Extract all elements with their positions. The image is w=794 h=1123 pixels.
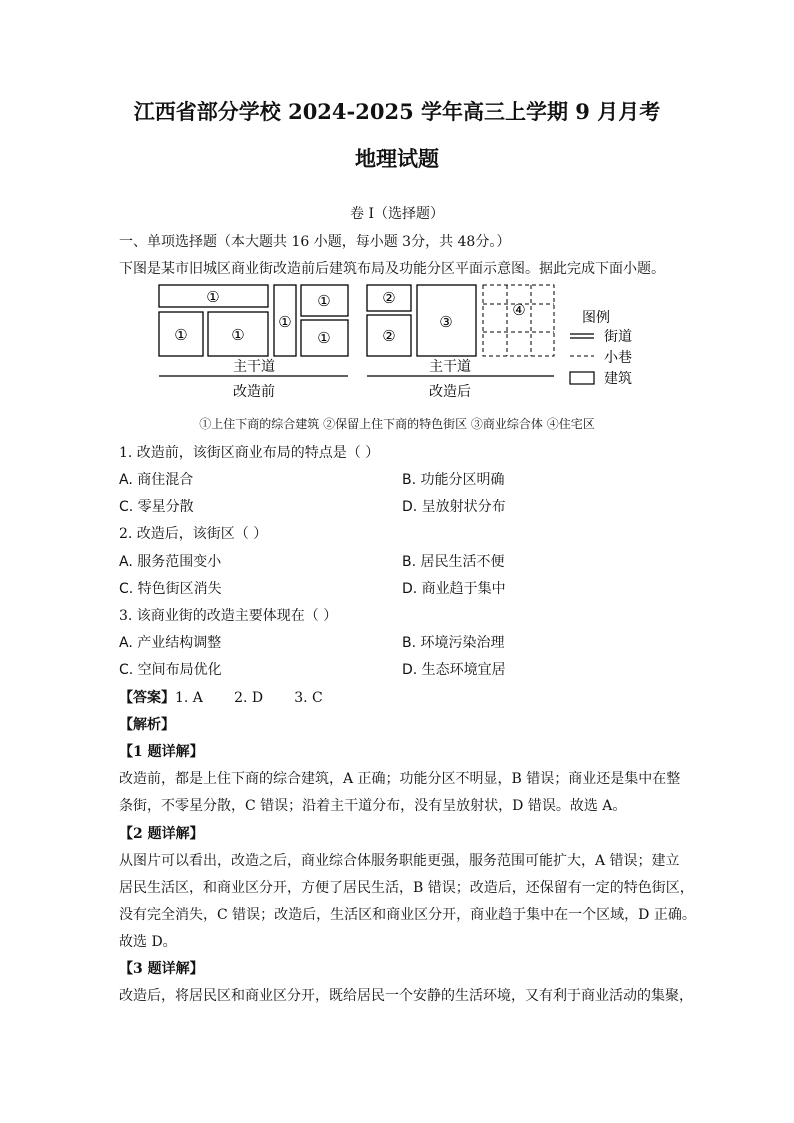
question-2-stem: 2. 改造后，该街区（ ） <box>119 526 268 542</box>
legend-title: 图例 <box>582 310 610 326</box>
question-3-stem: 3. 该商业街的改造主要体现在（ ） <box>119 608 338 624</box>
answer-text: 1. A 2. D 3. C <box>175 690 323 706</box>
mark-2: ② <box>382 327 396 345</box>
q1-detail-label: 【1 题详解】 <box>119 744 204 760</box>
mark-4: ④ <box>512 301 526 319</box>
question-intro: 下图是某市旧城区商业街改造前后建筑布局及功能分区平面示意图。据此完成下面小题。 <box>119 261 665 277</box>
mark-3: ③ <box>439 313 453 331</box>
q3-detail-line: 改造后，将居民区和商业区分开，既给居民一个安静的生活环境，又有利于商业活动的集聚， <box>119 988 693 1004</box>
q1-detail-line: 条街，不零星分散，C 错误；沿着主干道分布，没有呈放射状，D 错误。故选 A。 <box>119 798 627 814</box>
after-label: 改造后 <box>429 384 471 400</box>
mark-1: ① <box>317 292 331 310</box>
q2-option-c: C. 特色街区消失 <box>119 581 222 597</box>
road-label-before: 主干道 <box>233 359 275 375</box>
q3-option-c: C. 空间布局优化 <box>119 662 222 678</box>
street-layout-diagram <box>150 282 660 404</box>
road-label-after: 主干道 <box>429 359 471 375</box>
residential-alleys <box>483 285 554 356</box>
answer-row <box>119 687 323 707</box>
before-label: 改造前 <box>233 384 275 400</box>
exam-subtitle: 地理试题 <box>355 146 439 171</box>
q2-option-a: A. 服务范围变小 <box>119 554 222 570</box>
mark-1: ① <box>174 326 188 344</box>
q1-option-d: D. 呈放射状分布 <box>402 499 506 515</box>
legend-street: 街道 <box>604 329 632 345</box>
q1-option-b: B. 功能分区明确 <box>402 472 505 488</box>
legend-alley: 小巷 <box>604 350 632 366</box>
q2-option-b: B. 居民生活不便 <box>402 554 505 570</box>
q1-detail-line: 改造前，都是上住下商的综合建筑，A 正确；功能分区不明显，B 错误；商业还是集中在整 <box>119 771 681 787</box>
mark-1: ① <box>231 326 245 344</box>
q1-option-c: C. 零星分散 <box>119 499 194 515</box>
q2-option-d: D. 商业趋于集中 <box>402 581 506 597</box>
mark-2: ② <box>382 289 396 307</box>
q2-detail-line: 故选 D。 <box>119 934 177 950</box>
question-1-stem: 1. 改造前，该街区商业布局的特点是（ ） <box>119 445 380 461</box>
answer-label: 【答案】 <box>119 690 175 706</box>
mark-1: ① <box>317 329 331 347</box>
diagram-caption: ①上住下商的综合建筑 ②保留上住下商的特色街区 ③商业综合体 ④住宅区 <box>199 417 595 431</box>
q2-detail-line: 没有完全消失，C 错误；改造后，生活区和商业区分开，商业趋于集中在一个区域，D 正确。 <box>119 907 696 923</box>
legend <box>570 310 632 387</box>
mark-1: ① <box>278 313 292 331</box>
q3-option-a: A. 产业结构调整 <box>119 635 222 651</box>
analysis-label: 【解析】 <box>119 717 175 733</box>
part-heading: 一、单项选择题（本大题共 16 小题，每小题 3分，共 48分。） <box>119 234 511 250</box>
q2-detail-label: 【2 题详解】 <box>119 826 204 842</box>
q3-option-b: B. 环境污染治理 <box>402 635 505 651</box>
section-title: 卷 I（选择题） <box>350 206 444 222</box>
q3-option-d: D. 生态环境宜居 <box>402 662 506 678</box>
exam-title: 江西省部分学校 2024-2025 学年高三上学期 9 月月考 <box>133 99 661 124</box>
q1-option-a: A. 商住混合 <box>119 472 194 488</box>
mark-1: ① <box>206 288 220 306</box>
legend-building: 建筑 <box>604 371 632 387</box>
q3-detail-label: 【3 题详解】 <box>119 961 204 977</box>
q2-detail-line: 居民生活区，和商业区分开，方便了居民生活，B 错误；改造后，还保留有一定的特色街区， <box>119 880 694 896</box>
q2-detail-line: 从图片可以看出，改造之后，商业综合体服务职能更强，服务范围可能扩大，A 错误；建立 <box>119 853 680 869</box>
